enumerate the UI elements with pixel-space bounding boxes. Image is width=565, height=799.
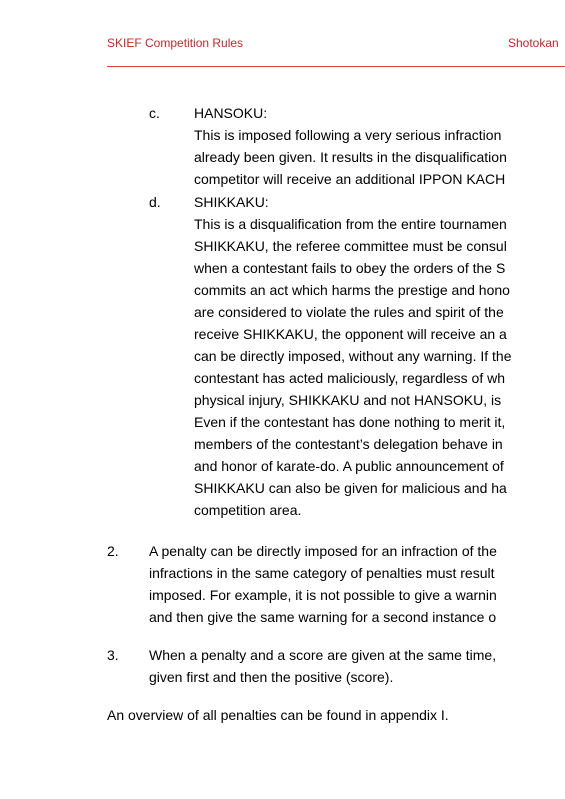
overview-text: An overview of all penalties can be found in appendix I. [107,707,449,723]
item-d-line: contestant has acted maliciously, regardless of wh [194,370,506,386]
para-2-line: and then give the same warning for a second instance o [149,609,497,625]
item-d-line: This is a disqualification from the entire tournamen [194,216,507,232]
item-d-line: when a contestant fails to obey the orders of the S [194,260,506,276]
item-d-line: physical injury, SHIKKAKU and not HANSOKU, is [194,392,502,408]
para-3-marker: 3. [107,647,119,663]
item-c-marker: c. [149,105,160,121]
item-d-line: receive SHIKKAKU, the opponent will receive an a [194,326,507,342]
item-d-line: SHIKKAKU, the referee committee must be consul [194,238,507,254]
header-left: SKIEF Competition Rules [107,36,244,50]
item-d-line: members of the contestant’s delegation behave in [194,436,503,452]
para-3-line: given first and then the positive (score). [149,669,394,685]
item-d-line: are considered to violate the rules and spirit of the [194,304,504,320]
header-rule [107,66,565,67]
item-d-line: competition area. [194,502,302,518]
header-right: Shotokan [508,36,559,50]
item-d-line: and honor of karate-do. A public announcement of [194,458,504,474]
item-d-line: SHIKKAKU can also be given for malicious and ha [194,480,507,496]
item-d-line: can be directly imposed, without any warning. If the [194,348,512,364]
item-d-title: SHIKKAKU: [194,194,269,210]
item-d-line: Even if the contestant has done nothing to merit it, [194,414,506,430]
item-d-marker: d. [149,194,161,210]
para-2-line: imposed. For example, it is not possible to give a warnin [149,587,497,603]
item-c-line: already been given. It results in the disqualification [194,149,507,165]
item-c-title: HANSOKU: [194,105,268,121]
item-c-line: competitor will receive an additional IPPON KACH [194,171,506,187]
para-2-line: A penalty can be directly imposed for an infraction of the [149,543,497,559]
para-2-line: infractions in the same category of penalties must result [149,565,495,581]
item-c-line: This is imposed following a very serious infraction [194,127,502,143]
para-3-line: When a penalty and a score are given at the same time, [149,647,497,663]
item-d-line: commits an act which harms the prestige and hono [194,282,510,298]
para-2-marker: 2. [107,543,119,559]
